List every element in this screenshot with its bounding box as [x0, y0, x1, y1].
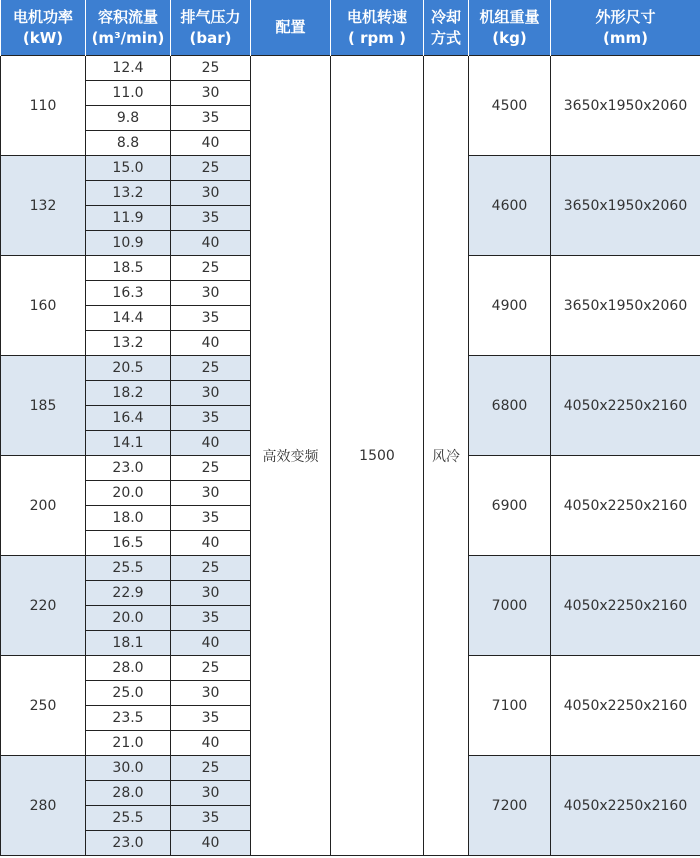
pressure-cell: 35 — [171, 406, 251, 431]
volume-flow-cell: 16.4 — [86, 406, 171, 431]
header-configuration: 配置 — [251, 0, 331, 56]
pressure-cell: 30 — [171, 681, 251, 706]
dimensions-cell: 4050x2250x2160 — [551, 556, 700, 656]
volume-flow-cell: 10.9 — [86, 231, 171, 256]
motor-power-cell: 185 — [1, 356, 86, 456]
pressure-cell: 35 — [171, 106, 251, 131]
pressure-cell: 35 — [171, 206, 251, 231]
cooling-method-cell: 风冷 — [424, 56, 469, 856]
dimensions-cell: 3650x1950x2060 — [551, 56, 700, 156]
pressure-cell: 25 — [171, 656, 251, 681]
pressure-cell: 25 — [171, 456, 251, 481]
pressure-cell: 25 — [171, 256, 251, 281]
volume-flow-cell: 14.4 — [86, 306, 171, 331]
volume-flow-cell: 11.9 — [86, 206, 171, 231]
dimensions-cell: 4050x2250x2160 — [551, 356, 700, 456]
volume-flow-cell: 30.0 — [86, 756, 171, 781]
unit-weight-cell: 7100 — [469, 656, 551, 756]
table-row — [1, 56, 700, 81]
volume-flow-cell: 8.8 — [86, 131, 171, 156]
pressure-cell: 35 — [171, 806, 251, 831]
volume-flow-cell: 25.5 — [86, 556, 171, 581]
volume-flow-cell: 18.5 — [86, 256, 171, 281]
pressure-cell: 35 — [171, 606, 251, 631]
volume-flow-cell: 28.0 — [86, 656, 171, 681]
pressure-cell: 25 — [171, 156, 251, 181]
pressure-cell: 35 — [171, 506, 251, 531]
header-dimensions: 外形尺寸 (mm) — [551, 0, 700, 56]
pressure-cell: 35 — [171, 706, 251, 731]
volume-flow-cell: 23.0 — [86, 831, 171, 856]
unit-weight-cell: 7200 — [469, 756, 551, 856]
volume-flow-cell: 14.1 — [86, 431, 171, 456]
dimensions-cell: 4050x2250x2160 — [551, 756, 700, 856]
header-motor-speed: 电机转速 ( rpm ) — [331, 0, 424, 56]
motor-power-cell: 250 — [1, 656, 86, 756]
pressure-cell: 30 — [171, 581, 251, 606]
volume-flow-cell: 23.0 — [86, 456, 171, 481]
pressure-cell: 40 — [171, 631, 251, 656]
pressure-cell: 30 — [171, 281, 251, 306]
pressure-cell: 25 — [171, 56, 251, 81]
motor-power-cell: 280 — [1, 756, 86, 856]
pressure-cell: 30 — [171, 381, 251, 406]
unit-weight-cell: 7000 — [469, 556, 551, 656]
pressure-cell: 40 — [171, 831, 251, 856]
configuration-cell: 高效变频 — [251, 56, 331, 856]
volume-flow-cell: 20.5 — [86, 356, 171, 381]
pressure-cell: 40 — [171, 731, 251, 756]
volume-flow-cell: 18.2 — [86, 381, 171, 406]
motor-power-cell: 110 — [1, 56, 86, 156]
volume-flow-cell: 13.2 — [86, 181, 171, 206]
unit-weight-cell: 6900 — [469, 456, 551, 556]
header-cooling-method: 冷却 方式 — [424, 0, 469, 56]
pressure-cell: 25 — [171, 556, 251, 581]
unit-weight-cell: 4900 — [469, 256, 551, 356]
volume-flow-cell: 16.5 — [86, 531, 171, 556]
volume-flow-cell: 28.0 — [86, 781, 171, 806]
volume-flow-cell: 18.0 — [86, 506, 171, 531]
volume-flow-cell: 25.0 — [86, 681, 171, 706]
pressure-cell: 40 — [171, 131, 251, 156]
pressure-cell: 25 — [171, 756, 251, 781]
pressure-cell: 30 — [171, 781, 251, 806]
motor-speed-cell: 1500 — [331, 56, 424, 856]
pressure-cell: 35 — [171, 306, 251, 331]
volume-flow-cell: 23.5 — [86, 706, 171, 731]
motor-power-cell: 220 — [1, 556, 86, 656]
dimensions-cell: 3650x1950x2060 — [551, 156, 700, 256]
motor-power-cell: 200 — [1, 456, 86, 556]
pressure-cell: 40 — [171, 231, 251, 256]
pressure-cell: 40 — [171, 531, 251, 556]
dimensions-cell: 3650x1950x2060 — [551, 256, 700, 356]
volume-flow-cell: 16.3 — [86, 281, 171, 306]
volume-flow-cell: 13.2 — [86, 331, 171, 356]
dimensions-cell: 4050x2250x2160 — [551, 656, 700, 756]
pressure-cell: 30 — [171, 81, 251, 106]
volume-flow-cell: 21.0 — [86, 731, 171, 756]
header-unit-weight: 机组重量 (kg) — [469, 0, 551, 56]
header-motor-power: 电机功率 (kW) — [1, 0, 86, 56]
volume-flow-cell: 12.4 — [86, 56, 171, 81]
pressure-cell: 40 — [171, 431, 251, 456]
motor-power-cell: 132 — [1, 156, 86, 256]
unit-weight-cell: 4500 — [469, 56, 551, 156]
dimensions-cell: 4050x2250x2160 — [551, 456, 700, 556]
pressure-cell: 40 — [171, 331, 251, 356]
volume-flow-cell: 20.0 — [86, 481, 171, 506]
volume-flow-cell: 9.8 — [86, 106, 171, 131]
unit-weight-cell: 6800 — [469, 356, 551, 456]
pressure-cell: 30 — [171, 481, 251, 506]
header-discharge-pressure: 排气压力 (bar) — [171, 0, 251, 56]
volume-flow-cell: 18.1 — [86, 631, 171, 656]
motor-power-cell: 160 — [1, 256, 86, 356]
volume-flow-cell: 11.0 — [86, 81, 171, 106]
volume-flow-cell: 20.0 — [86, 606, 171, 631]
volume-flow-cell: 25.5 — [86, 806, 171, 831]
unit-weight-cell: 4600 — [469, 156, 551, 256]
pressure-cell: 30 — [171, 181, 251, 206]
volume-flow-cell: 22.9 — [86, 581, 171, 606]
volume-flow-cell: 15.0 — [86, 156, 171, 181]
header-row — [1, 0, 700, 56]
table-body — [1, 56, 700, 856]
pressure-cell: 25 — [171, 356, 251, 381]
header-volume-flow: 容积流量 (m³/min) — [86, 0, 171, 56]
